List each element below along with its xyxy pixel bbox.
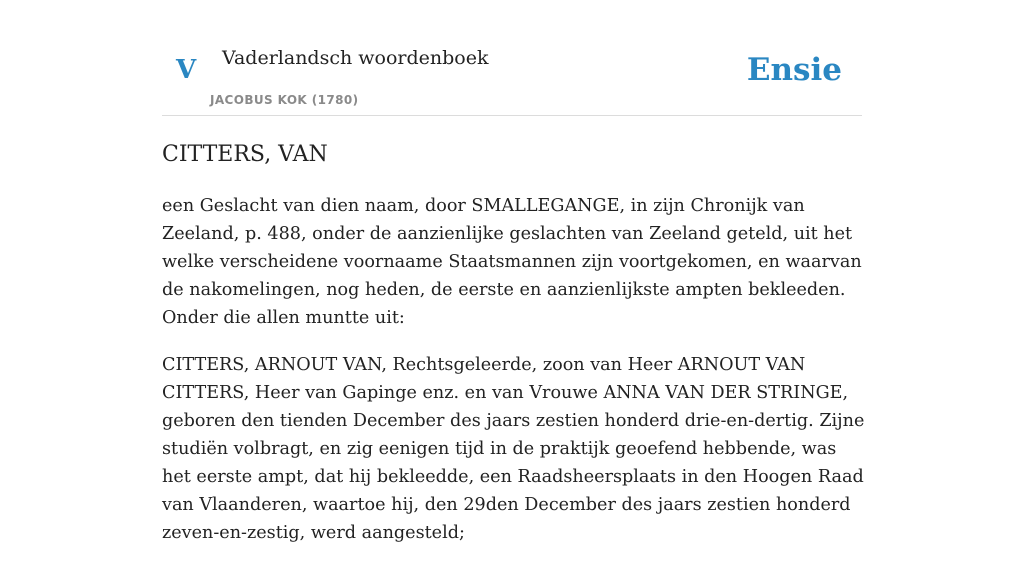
book-title-link[interactable]: Vaderlandsch woordenboek [222,47,489,69]
entry-paragraph: CITTERS, ARNOUT VAN, Rechtsgeleerde, zoon van Heer ARNOUT VAN CITTERS, Heer van Gapinge enz. en van Vrouwe ANNA VAN DER STRINGE, geboren den tienden December des jaars zestien honderd drie-en-dertig. Zijne studiën volbragt, en zig eenigen tijd in de praktijk geoefend hebbende, was het eerste ampt, dat hij bekleedde, een Raadsheersplaats in den Hoogen Raad van Vlaanderen, waartoe hij, den 29den December des jaars zestien honderd zeven-en-zestig, werd aangesteld; [162,355,865,543]
ensie-logo-link[interactable]: Ensie [746,52,842,88]
book-letter-badge[interactable]: V [176,55,197,85]
book-author: JACOBUS KOK (1780) [210,93,359,107]
entry-paragraph: een Geslacht van dien naam, door SMALLEGANGE, in zijn Chronijk van Zeeland, p. 488, onder de aanzienlijke geslachten van Zeeland geteld, uit het welke verscheidene voornaame Staatsmannen zijn voortgekomen, en waarvan de nakomelingen, nog heden, de eerste en aanzienlijkste ampten bekleeden. Onder die allen muntte uit: [162,196,862,328]
entry-title: CITTERS, VAN [162,142,328,167]
book-header [162,36,862,116]
entry-body [162,192,865,566]
